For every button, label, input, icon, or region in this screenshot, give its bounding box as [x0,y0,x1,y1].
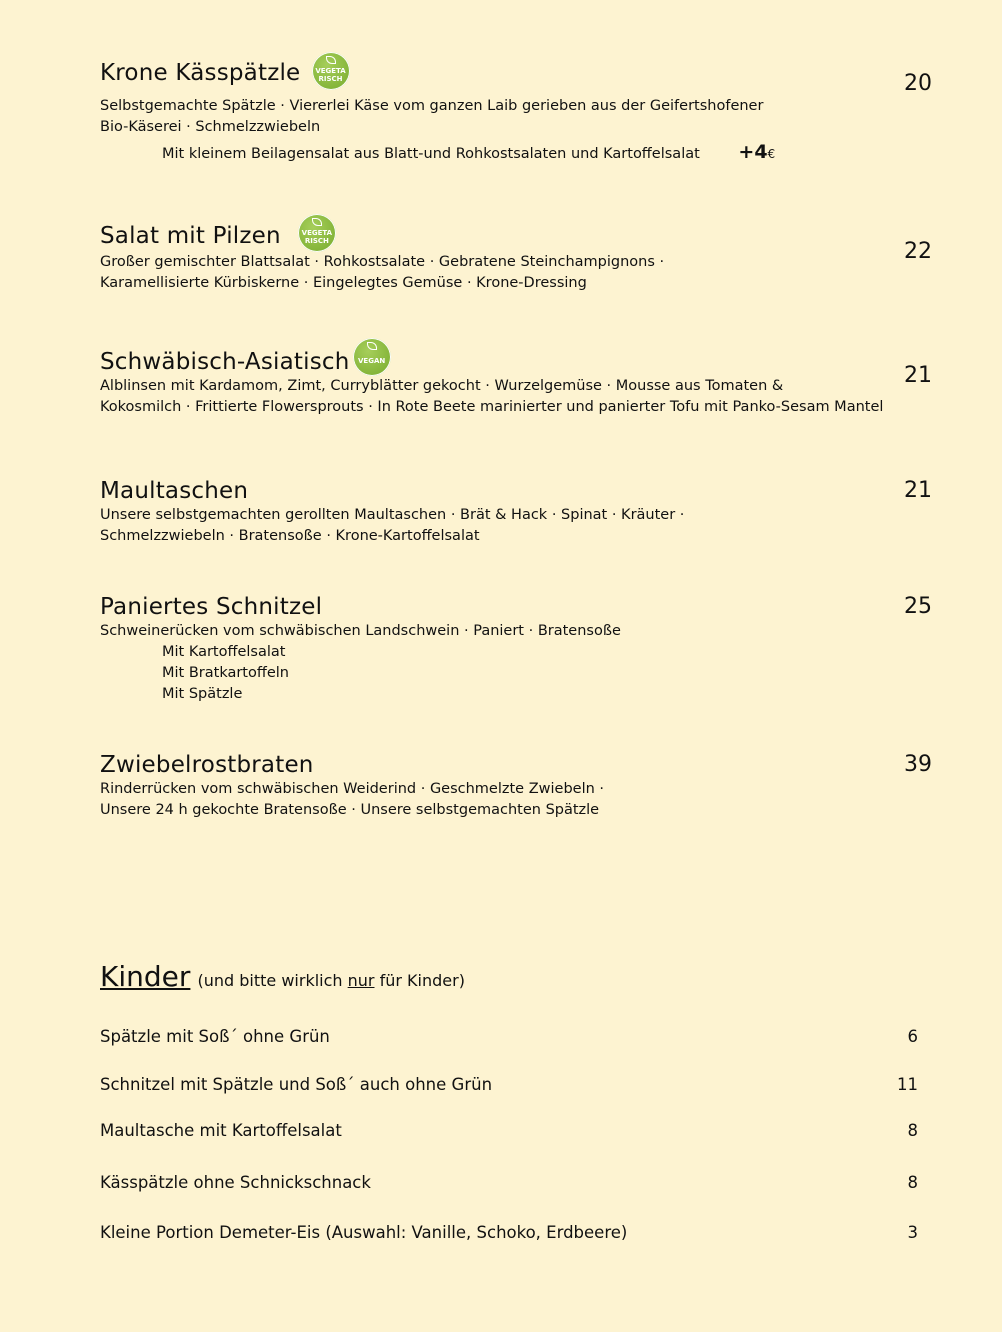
kids-section-heading [100,960,465,993]
dish-description: Selbstgemachte Spätzle · Viererlei Käse vom ganzen Laib gerieben aus der Geifertshofener [100,98,764,114]
dish-description-line2: Unsere 24 h gekochte Bratensoße · Unsere selbstgemachten Spätzle [100,802,600,818]
dish-title: Paniertes Schnitzel [100,594,323,620]
vegan-badge-icon: VEGAN [353,338,391,376]
dish-price: 25 [904,594,932,619]
kids-item-price: 6 [907,1027,918,1046]
dish-price: 20 [904,71,932,96]
dish-description-line2: Kokosmilch · Frittierte Flowersprouts · In Rote Beete marinierter und panierter Tofu mit Panko-Sesam Mantel [100,399,884,415]
extra-option-price: +4€ [738,141,776,163]
kids-section-subtitle: (und bitte wirklich nur für Kinder) [197,971,465,990]
kids-menu-item [100,1026,918,1048]
dish-price: 39 [904,752,932,777]
kids-item-name: Spätzle mit Soß´ ohne Grün [100,1027,330,1046]
dish-zwiebelrostbraten [100,751,932,821]
dish-maultaschen [100,477,932,547]
dish-extra-option [100,142,932,165]
dish-description: Großer gemischter Blattsalat · Rohkostsalate · Gebratene Steinchampignons · [100,254,665,270]
dish-paniertes-schnitzel [100,593,932,705]
dish-description: Schweinerücken vom schwäbischen Landschwein · Paniert · Bratensoße [100,623,621,639]
extra-option-label: Mit kleinem Beilagensalat aus Blatt-und Rohkostsalaten und Kartoffelsalat [162,146,700,162]
dish-schwaebisch-asiatisch [100,348,932,418]
dish-option: Mit Kartoffelsalat [162,644,286,660]
dish-option: Mit Spätzle [162,686,243,702]
kids-item-name: Kleine Portion Demeter-Eis (Auswahl: Vanille, Schoko, Erdbeere) [100,1223,628,1242]
dish-description-line2: Karamellisierte Kürbiskerne · Eingelegtes Gemüse · Krone-Dressing [100,275,587,291]
dish-option: Mit Bratkartoffeln [162,665,289,681]
kids-item-name: Kässpätzle ohne Schnickschnack [100,1173,371,1192]
kids-item-price: 11 [897,1075,918,1094]
dish-salat-mit-pilzen [100,220,932,294]
dish-krone-kaesspaetzle [100,56,932,165]
kids-menu-item [100,1222,918,1244]
dish-price: 21 [904,363,932,388]
vegetarian-badge-icon: VEGETA RISCH [298,214,336,252]
dish-price: 22 [904,239,932,264]
dish-description: Unsere selbstgemachten gerollten Maultaschen · Brät & Hack · Spinat · Kräuter · [100,507,685,523]
dish-title: Maultaschen [100,478,249,504]
kids-item-name: Schnitzel mit Spätzle und Soß´ auch ohne Grün [100,1075,493,1094]
vegetarian-badge-icon: VEGETA RISCH [312,52,350,90]
dish-title: Zwiebelrostbraten [100,752,314,778]
kids-menu-item [100,1120,918,1142]
dish-title: Salat mit Pilzen [100,223,281,249]
dish-description: Rinderrücken vom schwäbischen Weiderind · Geschmelzte Zwiebeln · [100,781,605,797]
kids-section-title: Kinder [100,960,191,993]
dish-price: 21 [904,478,932,503]
kids-item-price: 8 [907,1173,918,1192]
kids-item-price: 3 [907,1223,918,1242]
kids-menu-item [100,1172,918,1194]
dish-description-line2: Bio-Käserei · Schmelzzwiebeln [100,119,321,135]
kids-menu-item [100,1074,918,1096]
dish-title: Krone Kässpätzle [100,60,301,86]
dish-description: Alblinsen mit Kardamom, Zimt, Curryblätter gekocht · Wurzelgemüse · Mousse aus Tomaten & [100,378,784,394]
kids-item-name: Maultasche mit Kartoffelsalat [100,1121,342,1140]
dish-description-line2: Schmelzzwiebeln · Bratensoße · Krone-Kartoffelsalat [100,528,480,544]
kids-item-price: 8 [907,1121,918,1140]
dish-title: Schwäbisch-Asiatisch [100,349,350,375]
